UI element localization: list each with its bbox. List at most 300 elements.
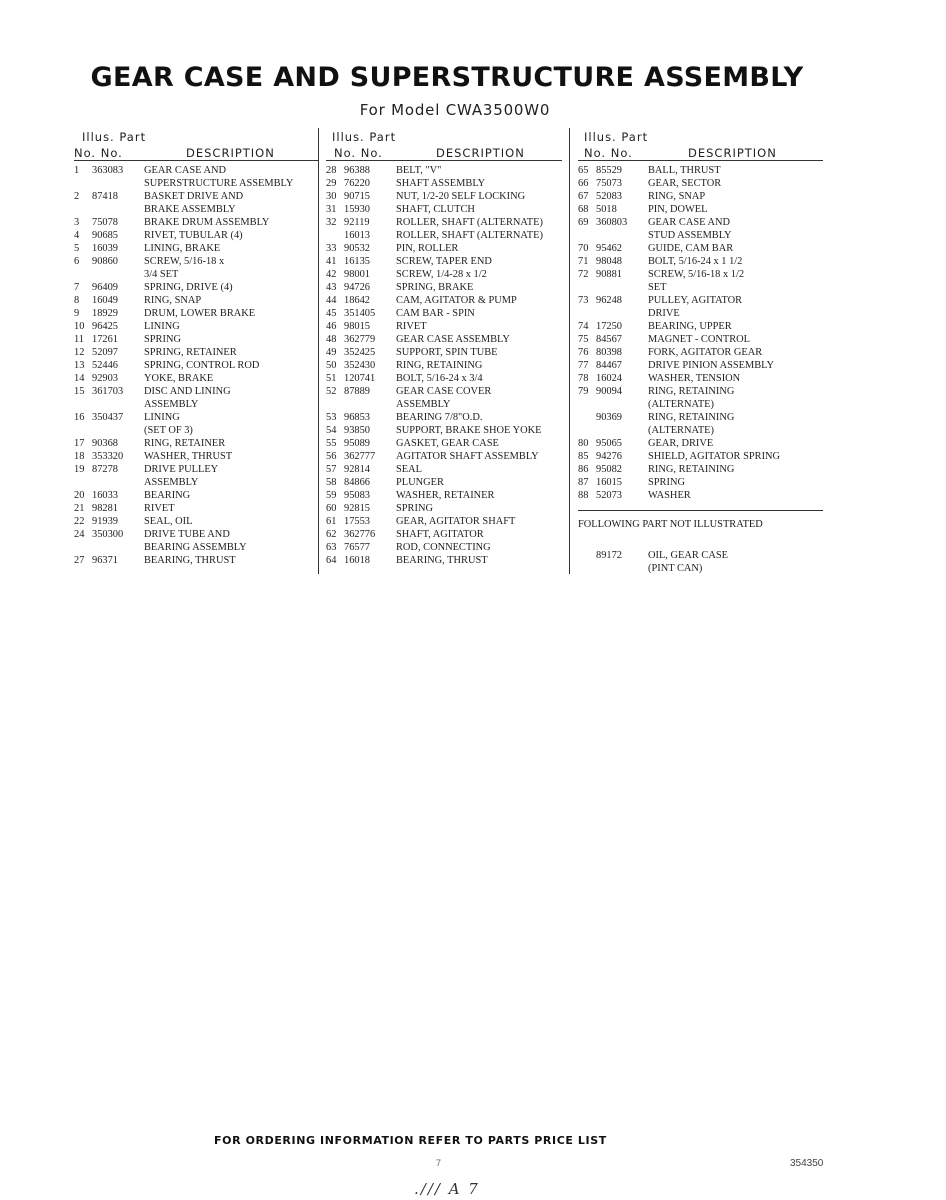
part-description (396, 385, 562, 411)
part-row (326, 333, 562, 346)
part-row (326, 229, 562, 242)
part-description (396, 190, 562, 203)
part-number: 96388 (344, 165, 370, 176)
part-number: 95089 (344, 438, 370, 449)
part-number: 352425 (344, 347, 376, 358)
part-row (578, 190, 823, 203)
part-description (144, 385, 318, 411)
description-line: SHIELD, AGITATOR SPRING (648, 451, 781, 462)
part-number: 87418 (92, 191, 118, 202)
part-description (144, 359, 318, 372)
description-line: DISC AND LINING (144, 386, 231, 397)
description-line: RIVET (396, 321, 427, 332)
part-description (396, 242, 562, 255)
part-number: 350300 (92, 529, 124, 540)
part-row (74, 463, 318, 489)
description-line: MAGNET - CONTROL (648, 334, 750, 345)
description-line: WASHER, RETAINER (396, 490, 495, 501)
illus-number: 54 (326, 425, 337, 436)
description-line: GEAR CASE COVER (396, 386, 492, 397)
description-line: PIN, ROLLER (396, 243, 459, 254)
illus-number: 5 (74, 243, 80, 254)
header-illus-part: Illus. Part (82, 130, 147, 144)
description-line: STUD ASSEMBLY (648, 230, 732, 241)
description-line: RIVET, TUBULAR (4) (144, 230, 243, 241)
illus-number: 87 (578, 477, 589, 488)
part-row (578, 164, 823, 177)
part-number: 94276 (596, 451, 622, 462)
part-number: 90860 (92, 256, 118, 267)
part-number: 17250 (596, 321, 622, 332)
ordering-footer: FOR ORDERING INFORMATION REFER TO PARTS PRICE LIST (214, 1134, 607, 1147)
description-line: LINING (144, 321, 180, 332)
part-number: 91939 (92, 516, 118, 527)
part-description (144, 450, 318, 463)
part-description (144, 437, 318, 450)
illus-number: 68 (578, 204, 589, 215)
part-row (74, 216, 318, 229)
part-number: 90685 (92, 230, 118, 241)
illus-number: 17 (74, 438, 85, 449)
description-line: GEAR CASE ASSEMBLY (396, 334, 510, 345)
part-row (74, 281, 318, 294)
description-line: DRIVE PINION ASSEMBLY (648, 360, 774, 371)
description-line: GEAR CASE AND (648, 217, 730, 228)
part-number: 93850 (344, 425, 370, 436)
part-row (578, 177, 823, 190)
column-divider (569, 128, 570, 574)
part-row (578, 372, 823, 385)
description-line: WASHER (648, 490, 691, 501)
part-description (396, 515, 562, 528)
part-description (648, 203, 823, 216)
illus-number: 52 (326, 386, 337, 397)
illus-number: 30 (326, 191, 337, 202)
description-line: 3/4 SET (144, 269, 179, 280)
part-description (396, 203, 562, 216)
description-line: AGITATOR SHAFT ASSEMBLY (396, 451, 539, 462)
description-line: BEARING 7/8"O.D. (396, 412, 483, 423)
part-number: 16033 (92, 490, 118, 501)
part-number: 363083 (92, 165, 124, 176)
description-line: SPRING (144, 334, 181, 345)
part-row (578, 450, 823, 463)
part-description (648, 216, 823, 242)
part-row (578, 255, 823, 268)
description-line: SPRING (648, 477, 685, 488)
illus-number: 71 (578, 256, 589, 267)
part-description (144, 411, 318, 437)
part-number: 362777 (344, 451, 376, 462)
description-line: GEAR, DRIVE (648, 438, 714, 449)
description-line: BOLT, 5/16-24 x 3/4 (396, 373, 483, 384)
part-number: 84467 (596, 360, 622, 371)
part-number: 90881 (596, 269, 622, 280)
illus-number: 63 (326, 542, 337, 553)
illus-number: 19 (74, 464, 85, 475)
part-description (648, 320, 823, 333)
part-number: 52073 (596, 490, 622, 501)
description-line: LINING, BRAKE (144, 243, 221, 254)
part-description (396, 229, 562, 242)
part-description (648, 177, 823, 190)
part-number: 75078 (92, 217, 118, 228)
description-line: SUPERSTRUCTURE ASSEMBLY (144, 178, 294, 189)
part-number: 95462 (596, 243, 622, 254)
part-number: 18929 (92, 308, 118, 319)
part-row (74, 359, 318, 372)
part-row (326, 359, 562, 372)
illus-number: 85 (578, 451, 589, 462)
description-line: SCREW, TAPER END (396, 256, 492, 267)
part-row (74, 255, 318, 281)
description-line: (ALTERNATE) (648, 399, 714, 410)
description-line: GASKET, GEAR CASE (396, 438, 499, 449)
header-rule (578, 160, 823, 161)
illus-number: 43 (326, 282, 337, 293)
description-line: GEAR CASE AND (144, 165, 226, 176)
part-row (74, 307, 318, 320)
header-description: DESCRIPTION (688, 146, 777, 160)
illus-number: 78 (578, 373, 589, 384)
part-description (648, 549, 823, 575)
illus-number: 46 (326, 321, 337, 332)
part-number: 352430 (344, 360, 376, 371)
illus-number: 76 (578, 347, 589, 358)
part-description (648, 346, 823, 359)
part-number: 351405 (344, 308, 376, 319)
part-number: 75073 (596, 178, 622, 189)
description-line: RING, SNAP (648, 191, 706, 202)
description-line: DRUM, LOWER BRAKE (144, 308, 256, 319)
part-row (326, 294, 562, 307)
part-number: 76577 (344, 542, 370, 553)
part-row (74, 346, 318, 359)
part-number: 16039 (92, 243, 118, 254)
part-number: 362776 (344, 529, 376, 540)
header-description: DESCRIPTION (436, 146, 525, 160)
part-row (326, 554, 562, 567)
note-rule (578, 510, 823, 511)
not-illustrated-note: FOLLOWING PART NOT ILLUSTRATED (578, 519, 763, 530)
description-line: GUIDE, CAM BAR (648, 243, 734, 254)
header-rule (326, 160, 562, 161)
part-number: 16018 (344, 555, 370, 566)
part-description (396, 489, 562, 502)
description-line: BASKET DRIVE AND (144, 191, 244, 202)
part-row (578, 216, 823, 242)
description-line: SCREW, 1/4-28 x 1/2 (396, 269, 487, 280)
illus-number: 15 (74, 386, 85, 397)
description-line: PULLEY, AGITATOR (648, 295, 743, 306)
illus-number: 27 (74, 555, 85, 566)
part-description (144, 281, 318, 294)
part-row (326, 190, 562, 203)
part-number: 360803 (596, 217, 628, 228)
part-description (144, 528, 318, 554)
description-line: BEARING (144, 490, 191, 501)
part-row (326, 281, 562, 294)
part-number: 96371 (92, 555, 118, 566)
part-description (144, 320, 318, 333)
illus-number: 33 (326, 243, 337, 254)
description-line: BEARING ASSEMBLY (144, 542, 247, 553)
description-line: BRAKE DRUM ASSEMBLY (144, 217, 270, 228)
header-numbers: No. No. (334, 146, 383, 160)
parts-column-3 (578, 128, 823, 575)
description-line: (SET OF 3) (144, 425, 193, 436)
column-header (74, 128, 318, 160)
description-line: PLUNGER (396, 477, 444, 488)
description-line: BEARING, THRUST (396, 555, 488, 566)
part-number: 90094 (596, 386, 622, 397)
part-number: 16049 (92, 295, 118, 306)
column-divider (318, 128, 319, 574)
part-number: 84567 (596, 334, 622, 345)
illus-number: 73 (578, 295, 589, 306)
part-row (326, 515, 562, 528)
part-number: 52083 (596, 191, 622, 202)
part-row (74, 528, 318, 554)
part-number: 92815 (344, 503, 370, 514)
parts-list (74, 164, 318, 567)
description-line: BEARING, THRUST (144, 555, 236, 566)
description-line: CAM, AGITATOR & PUMP (396, 295, 517, 306)
part-description (396, 255, 562, 268)
illus-number: 7 (74, 282, 80, 293)
description-line: ROD, CONNECTING (396, 542, 491, 553)
part-row (74, 190, 318, 216)
part-description (648, 489, 823, 502)
description-line: WASHER, TENSION (648, 373, 741, 384)
part-number: 85529 (596, 165, 622, 176)
description-line: ASSEMBLY (144, 399, 199, 410)
illus-number: 12 (74, 347, 85, 358)
part-number: 80398 (596, 347, 622, 358)
part-row (326, 528, 562, 541)
description-line: ROLLER, SHAFT (ALTERNATE) (396, 217, 543, 228)
part-description (144, 502, 318, 515)
part-row (578, 549, 823, 575)
illus-number: 1 (74, 165, 80, 176)
description-line: SCREW, 5/16-18 x 1/2 (648, 269, 745, 280)
description-line: FORK, AGITATOR GEAR (648, 347, 763, 358)
part-row (578, 411, 823, 437)
description-line: WASHER, THRUST (144, 451, 233, 462)
illus-number: 75 (578, 334, 589, 345)
header-illus-part: Illus. Part (584, 130, 649, 144)
illus-number: 60 (326, 503, 337, 514)
part-row (326, 177, 562, 190)
part-number: 84866 (344, 477, 370, 488)
illus-number: 74 (578, 321, 589, 332)
part-row (326, 346, 562, 359)
part-description (648, 411, 823, 437)
parts-column-1 (74, 128, 318, 567)
column-header (578, 128, 823, 160)
description-line: LINING (144, 412, 180, 423)
part-number: 17261 (92, 334, 118, 345)
illus-number: 24 (74, 529, 85, 540)
part-row (74, 502, 318, 515)
parts-list (326, 164, 562, 567)
part-number: 92903 (92, 373, 118, 384)
description-line: BRAKE ASSEMBLY (144, 204, 236, 215)
description-line: YOKE, BRAKE (144, 373, 214, 384)
illus-number: 14 (74, 373, 85, 384)
description-line: ASSEMBLY (144, 477, 199, 488)
part-description (396, 333, 562, 346)
part-row (578, 346, 823, 359)
part-row (326, 268, 562, 281)
illus-number: 9 (74, 308, 80, 319)
description-line: SPRING, BRAKE (396, 282, 474, 293)
part-row (74, 554, 318, 567)
part-description (144, 515, 318, 528)
part-description (144, 489, 318, 502)
part-description (396, 281, 562, 294)
part-number: 98015 (344, 321, 370, 332)
illus-number: 45 (326, 308, 337, 319)
part-number: 96853 (344, 412, 370, 423)
part-number: 17553 (344, 516, 370, 527)
description-line: CAM BAR - SPIN (396, 308, 475, 319)
part-row (326, 502, 562, 515)
part-number: 90369 (596, 412, 622, 423)
part-number: 90532 (344, 243, 370, 254)
description-line: SEAL (396, 464, 422, 475)
part-number: 87889 (344, 386, 370, 397)
illus-number: 69 (578, 217, 589, 228)
illus-number: 28 (326, 165, 337, 176)
illus-number: 59 (326, 490, 337, 501)
part-number: 95065 (596, 438, 622, 449)
part-description (396, 424, 562, 437)
part-number: 90368 (92, 438, 118, 449)
illus-number: 4 (74, 230, 80, 241)
part-number: 90715 (344, 191, 370, 202)
part-description (144, 216, 318, 229)
part-description (396, 177, 562, 190)
part-number: 95082 (596, 464, 622, 475)
part-row (74, 164, 318, 190)
part-number: 76220 (344, 178, 370, 189)
part-description (144, 463, 318, 489)
part-number: 87278 (92, 464, 118, 475)
part-number: 16015 (596, 477, 622, 488)
handwritten-mark: ./// A 7 (414, 1180, 480, 1198)
part-row (74, 411, 318, 437)
part-row (326, 541, 562, 554)
illus-number: 77 (578, 360, 589, 371)
description-line: RING, RETAINING (648, 386, 735, 397)
description-line: SHAFT ASSEMBLY (396, 178, 486, 189)
description-line: (ALTERNATE) (648, 425, 714, 436)
part-row (74, 437, 318, 450)
part-number: 350437 (92, 412, 124, 423)
description-line: NUT, 1/2-20 SELF LOCKING (396, 191, 526, 202)
part-row (74, 450, 318, 463)
part-description (396, 450, 562, 463)
part-row (326, 242, 562, 255)
illus-number: 31 (326, 204, 337, 215)
part-description (144, 229, 318, 242)
description-line: SCREW, 5/16-18 x (144, 256, 225, 267)
illus-number: 42 (326, 269, 337, 280)
illus-number: 55 (326, 438, 337, 449)
part-description (648, 359, 823, 372)
part-number: 16013 (344, 230, 370, 241)
description-line: SPRING, CONTROL ROD (144, 360, 260, 371)
description-line: DRIVE (648, 308, 680, 319)
illus-number: 3 (74, 217, 80, 228)
part-row (326, 411, 562, 424)
description-line: GEAR, AGITATOR SHAFT (396, 516, 516, 527)
part-number: 96409 (92, 282, 118, 293)
illus-number: 20 (74, 490, 85, 501)
illus-number: 70 (578, 243, 589, 254)
description-line: RING, SNAP (144, 295, 202, 306)
illus-number: 53 (326, 412, 337, 423)
illus-number: 62 (326, 529, 337, 540)
illus-number: 66 (578, 178, 589, 189)
part-description (396, 294, 562, 307)
illus-number: 44 (326, 295, 337, 306)
part-description (648, 385, 823, 411)
part-row (578, 385, 823, 411)
illus-number: 13 (74, 360, 85, 371)
part-row (578, 437, 823, 450)
header-rule (74, 160, 318, 161)
illus-number: 48 (326, 334, 337, 345)
part-number: 52097 (92, 347, 118, 358)
part-row (74, 333, 318, 346)
illus-number: 6 (74, 256, 80, 267)
part-number: 89172 (596, 550, 622, 561)
part-row (326, 203, 562, 216)
illus-number: 10 (74, 321, 85, 332)
description-line: ROLLER, SHAFT (ALTERNATE) (396, 230, 543, 241)
column-header (326, 128, 562, 160)
part-number: 98281 (92, 503, 118, 514)
part-description (144, 164, 318, 190)
part-row (578, 242, 823, 255)
description-line: OIL, GEAR CASE (648, 550, 728, 561)
part-description (396, 320, 562, 333)
part-number: 362779 (344, 334, 376, 345)
document-number: 354350 (790, 1158, 824, 1169)
description-line: BALL, THRUST (648, 165, 721, 176)
illus-number: 51 (326, 373, 337, 384)
part-row (326, 216, 562, 229)
description-line: SPRING, DRIVE (4) (144, 282, 233, 293)
part-description (648, 463, 823, 476)
illus-number: 79 (578, 386, 589, 397)
part-description (396, 307, 562, 320)
part-number: 16135 (344, 256, 370, 267)
part-description (396, 346, 562, 359)
part-row (578, 320, 823, 333)
description-line: RING, RETAINING (648, 464, 735, 475)
part-description (648, 255, 823, 268)
part-description (648, 268, 823, 294)
part-number: 361703 (92, 386, 124, 397)
part-row (326, 385, 562, 411)
illus-number: 56 (326, 451, 337, 462)
part-number: 5018 (596, 204, 617, 215)
illus-number: 29 (326, 178, 337, 189)
description-line: SPRING (396, 503, 433, 514)
